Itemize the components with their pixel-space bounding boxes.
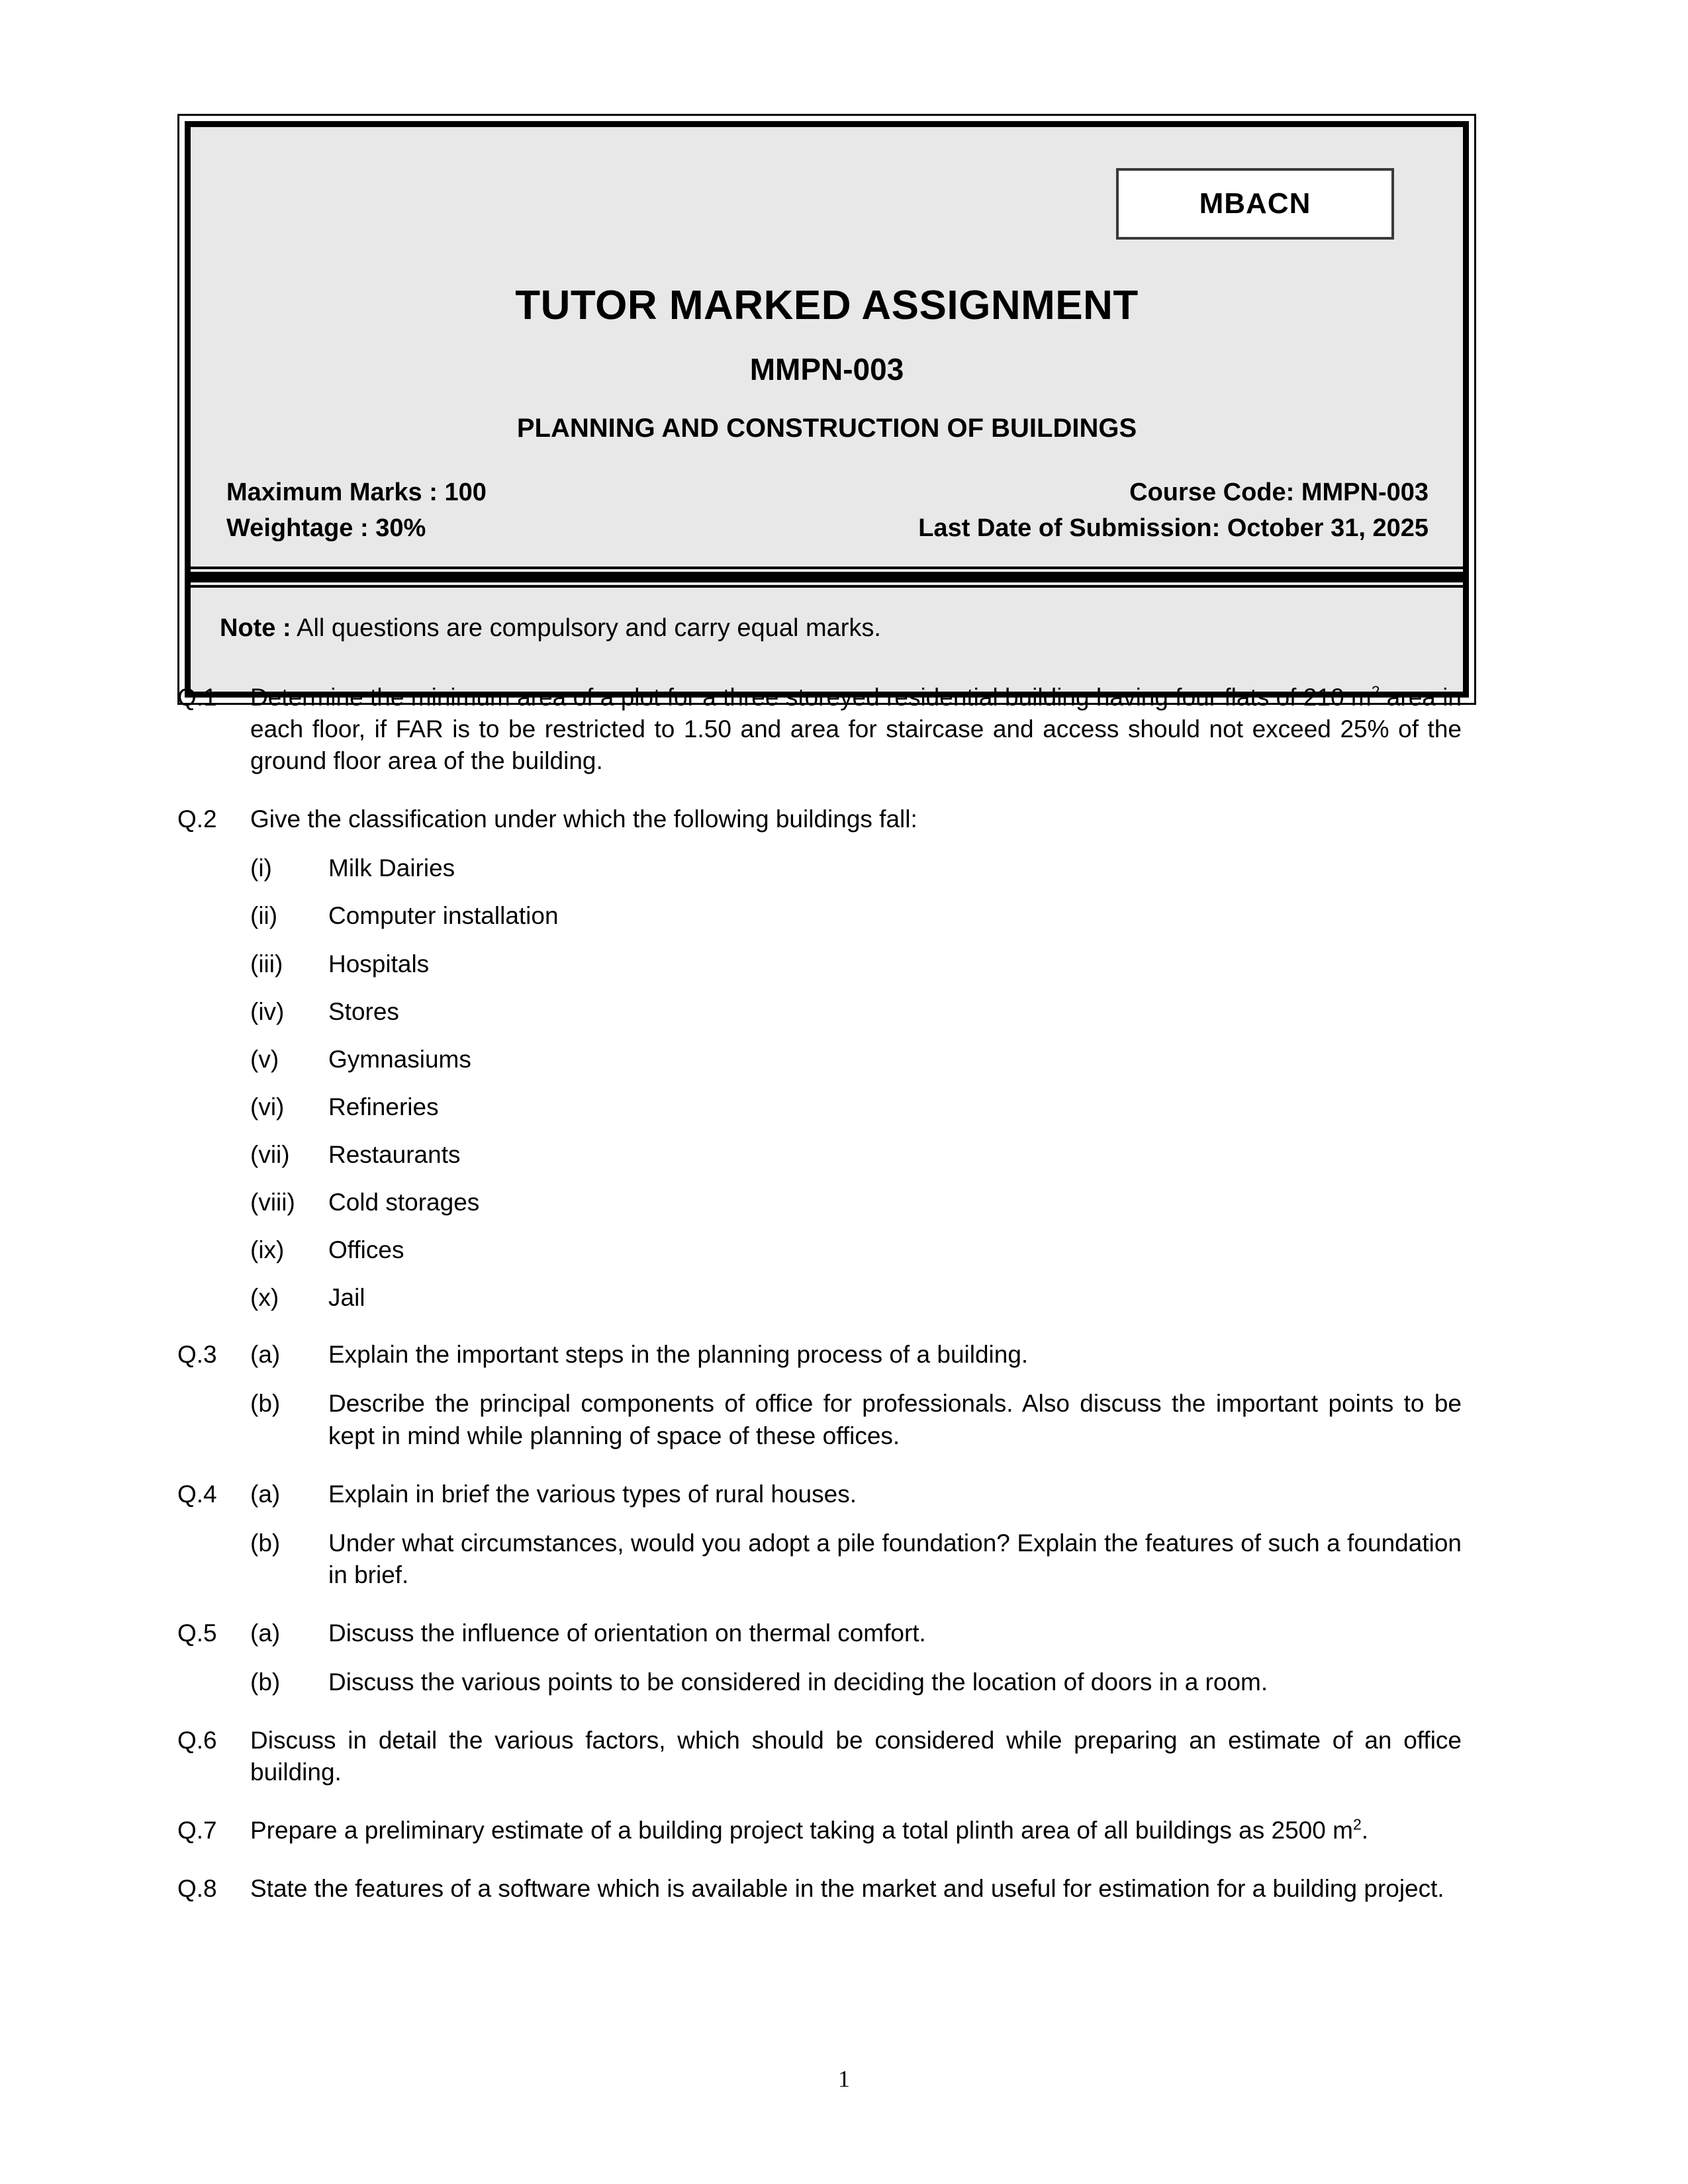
- question-q6: [177, 1725, 1462, 1788]
- meta-row-marks: [226, 475, 1429, 511]
- assignment-header-box: [177, 114, 1476, 705]
- list-item: [250, 900, 1462, 932]
- last-date-label: Last Date of Submission: October 31, 2025: [918, 514, 1429, 542]
- spacer: [177, 1330, 1462, 1339]
- spacer: [177, 1805, 1462, 1815]
- list-item-label: Gymnasiums: [328, 1045, 471, 1073]
- header-note-divider-rule: [191, 569, 1463, 585]
- list-item: [250, 1091, 1462, 1123]
- question-q4-a: [177, 1479, 1462, 1510]
- list-item: [250, 1139, 1462, 1171]
- question-number-q7: Q.7: [177, 1817, 217, 1844]
- list-item-label: Offices: [328, 1236, 404, 1264]
- question-subpart-marker-q3a: (a): [250, 1341, 281, 1369]
- list-item-label: Stores: [328, 997, 399, 1025]
- programme-code-label: MBACN: [1199, 187, 1311, 220]
- assignment-meta: [220, 475, 1434, 547]
- programme-code-chip: [1116, 168, 1394, 240]
- note-label: Note :: [220, 614, 291, 642]
- list-item-marker: (i): [250, 854, 272, 882]
- question-q7: [177, 1815, 1462, 1846]
- note-text: All questions are compulsory and carry equal marks.: [291, 614, 881, 642]
- question-q5-a: [177, 1617, 1462, 1649]
- list-item-marker: (v): [250, 1045, 279, 1073]
- course-code-label: Course Code: MMPN-003: [1129, 478, 1429, 506]
- question-q5-b: [177, 1666, 1462, 1698]
- question-number-q4: Q.4: [177, 1480, 217, 1508]
- assignment-header-main: [191, 127, 1463, 567]
- question-text-q1-part-b: area in each floor, if FAR is to be restricted to 1.50 and area for staircase and access should not exceed 25% of the ground floor area of the building.: [250, 684, 1462, 775]
- question-subpart-marker-q3b: (b): [250, 1390, 281, 1418]
- question-subpart-marker-q5b: (b): [250, 1668, 281, 1696]
- page-number: 1: [838, 2066, 850, 2092]
- question-number-q2: Q.2: [177, 805, 217, 833]
- list-item: [250, 996, 1462, 1028]
- list-item-marker: (ix): [250, 1236, 285, 1264]
- question-subpart-marker-q4a: (a): [250, 1480, 281, 1508]
- question-text-q2: Give the classification under which the following buildings fall:: [250, 805, 917, 833]
- list-item-label: Cold storages: [328, 1189, 480, 1216]
- question-number-q1: Q.1: [177, 684, 217, 711]
- superscript-square-q1: 2: [1371, 682, 1380, 700]
- list-item-marker: (ii): [250, 902, 278, 930]
- header-note-divider: [191, 567, 1463, 588]
- list-item-label: Refineries: [328, 1093, 439, 1120]
- question-text-q5b: Discuss the various points to be considered in deciding the location of doors in a room.: [328, 1668, 1268, 1696]
- question-q3-a: [177, 1339, 1462, 1371]
- list-item-label: Jail: [328, 1284, 365, 1312]
- questions-body: [177, 682, 1462, 1922]
- spacer: [177, 1864, 1462, 1873]
- question-text-q3a: Explain the important steps in the planning process of a building.: [328, 1341, 1029, 1369]
- question-text-q7-part-a: Prepare a preliminary estimate of a building project taking a total plinth area of all buildings as 2500 m: [250, 1817, 1353, 1844]
- question-text-q7: [250, 1815, 1462, 1846]
- question-text-q4b: Under what circumstances, would you adopt a pile foundation? Explain the features of such a foundation in brief.: [328, 1529, 1462, 1588]
- question-subpart-marker-q4b: (b): [250, 1529, 281, 1557]
- list-item-marker: (x): [250, 1284, 279, 1312]
- list-item-label: Hospitals: [328, 950, 430, 978]
- question-number-q3: Q.3: [177, 1341, 217, 1369]
- question-number-q6: Q.6: [177, 1727, 217, 1754]
- question-q4-b: [177, 1527, 1462, 1591]
- list-item-label: Computer installation: [328, 902, 559, 930]
- question-text-q5a: Discuss the influence of orientation on thermal comfort.: [328, 1619, 926, 1647]
- list-item: [250, 852, 1462, 884]
- list-item: [250, 1282, 1462, 1314]
- maximum-marks-label: Maximum Marks : 100: [226, 478, 487, 506]
- question-text-q8: State the features of a software which is available in the market and useful for estimation for a building project.: [250, 1875, 1444, 1903]
- question-subpart-marker-q5a: (a): [250, 1619, 281, 1647]
- list-item-marker: (vii): [250, 1140, 290, 1168]
- course-code-title: MMPN-003: [749, 352, 904, 387]
- list-item: [250, 948, 1462, 980]
- spacer: [177, 1469, 1462, 1479]
- question-number-q8: Q.8: [177, 1875, 217, 1903]
- weightage-label: Weightage : 30%: [226, 514, 426, 542]
- list-item-label: Milk Dairies: [328, 854, 455, 882]
- list-item-marker: (iv): [250, 997, 285, 1025]
- list-item: [250, 1044, 1462, 1075]
- question-text-q3b: Describe the principal components of office for professionals. Also discuss the important points to be kept in mind while planning of space of these offices.: [328, 1390, 1462, 1449]
- note-block: [191, 588, 1463, 692]
- page-title: TUTOR MARKED ASSIGNMENT: [515, 283, 1139, 328]
- question-q8: [177, 1873, 1462, 1905]
- list-item-marker: (vi): [250, 1093, 285, 1120]
- question-text-q1-part-a: Determine the minimum area of a plot for a three storeyed residential building having four flats of 210 m: [250, 684, 1372, 711]
- question-q3-b: [177, 1388, 1462, 1451]
- list-item: [250, 1234, 1462, 1266]
- spacer: [177, 794, 1462, 803]
- spacer: [177, 1608, 1462, 1617]
- question-q1: [177, 682, 1462, 777]
- spacer: [177, 1715, 1462, 1725]
- subject-title: PLANNING AND CONSTRUCTION OF BUILDINGS: [516, 414, 1137, 443]
- list-item-marker: (iii): [250, 950, 283, 978]
- list-item-marker: (viii): [250, 1189, 295, 1216]
- question-text-q4a: Explain in brief the various types of rural houses.: [328, 1480, 857, 1508]
- question-q2: [177, 803, 1462, 835]
- question-q2-roman-list: [250, 852, 1462, 1314]
- list-item: [250, 1187, 1462, 1218]
- question-number-q5: Q.5: [177, 1619, 217, 1647]
- list-item-label: Restaurants: [328, 1140, 461, 1168]
- question-text-q7-part-b: .: [1361, 1817, 1368, 1844]
- superscript-square-q7: 2: [1352, 1815, 1362, 1833]
- meta-row-weightage: [226, 511, 1429, 547]
- question-text-q1: [250, 682, 1462, 777]
- assignment-header-inner-border: [185, 121, 1469, 698]
- question-text-q6: Discuss in detail the various factors, which should be considered while preparing an estimate of an office building.: [250, 1727, 1462, 1786]
